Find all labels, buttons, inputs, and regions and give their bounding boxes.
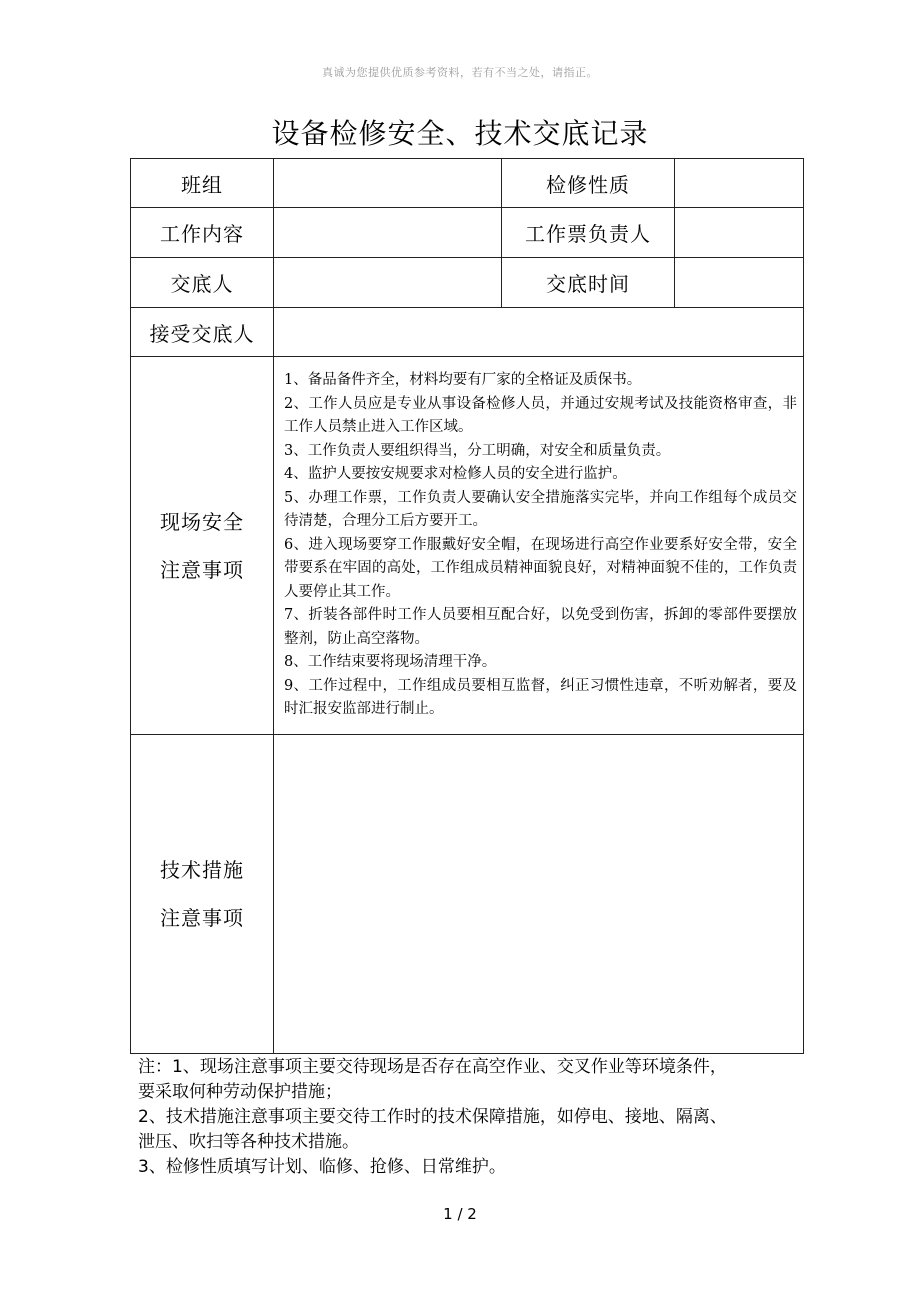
row-site-safety [131,357,804,735]
row-tech-measures [131,735,804,1054]
note-line: 3、检修性质填写计划、临修、抢修、日常维护。 [138,1157,506,1177]
row-team [131,159,804,208]
tech-measures-field[interactable] [274,735,804,1054]
content-label: 工作内容 [131,208,274,258]
ticket-owner-label: 工作票负责人 [502,208,675,258]
page-title: 设备检修安全、技术交底记录 [271,117,649,150]
row-receiver [131,308,804,357]
row-content [131,208,804,258]
site-safety-label-line2: 注意事项 [160,557,244,582]
briefer-field[interactable] [274,258,502,308]
page-number: 1 / 2 [443,1205,477,1223]
safety-item: 1、备品备件齐全，材料均要有厂家的全格证及质保书。 [284,372,642,389]
safety-item: 3、工作负责人要组织得当，分工明确，对安全和质量负责。 [284,442,671,459]
brief-time-label: 交底时间 [502,258,675,308]
header-note: 真诚为您提供优质参考资料，若有不当之处，请指正。 [322,66,598,79]
note-line: 注：1、现场注意事项主要交待现场是否存在高空作业、交叉作业等环境条件， [138,1057,727,1077]
team-label: 班组 [131,159,274,208]
row-briefer [131,258,804,308]
nature-field[interactable] [675,159,804,208]
brief-time-field[interactable] [675,258,804,308]
safety-item: 8、工作结束要将现场清理干净。 [284,654,497,671]
tech-measures-label-line2: 注意事项 [160,906,244,930]
safety-item: 4、监护人要按安规要求对检修人员的安全进行监护。 [284,466,627,483]
briefer-label: 交底人 [131,258,274,308]
safety-item: 5、办理工作票，工作负责人要确认安全措施落实完毕，并向工作组每个成员交待清楚，合理分工后方要开工。 [284,489,797,530]
ticket-owner-field[interactable] [675,208,804,258]
note-line: 泄压、吹扫等各种技术措施。 [138,1132,359,1152]
safety-item: 6、进入现场要穿工作服戴好安全帽，在现场进行高空作业要系好安全带，安全带要系在牢固的高处，工作组成员精神面貌良好，对精神面貌不佳的，工作负责人要停止其工作。 [284,536,797,600]
nature-label: 检修性质 [502,159,675,208]
safety-item: 7、折装各部件时工作人员要相互配合好，以免受到伤害，拆卸的零部件要摆放整剂，防止高空落物。 [284,607,797,647]
receiver-label: 接受交底人 [131,308,274,357]
content-field[interactable] [274,208,502,258]
notes [138,1055,788,1180]
receiver-field[interactable] [274,308,804,357]
site-safety-items [274,357,804,735]
tech-measures-label [131,735,274,1054]
site-safety-label-line1: 现场安全 [160,509,244,534]
safety-item: 2、工作人员应是专业从事设备检修人员，并通过安规考试及技能资格审查，非工作人员禁止进入工作区域。 [284,395,797,436]
safety-item: 9、工作过程中，工作组成员要相互监督，纠正习惯性违章，不听劝解者，要及时汇报安监部进行制止。 [284,677,797,718]
tech-measures-label-line1: 技术措施 [160,858,244,882]
record-table [130,158,804,1054]
team-field[interactable] [274,159,502,208]
site-safety-label [131,357,274,735]
note-line: 2、技术措施注意事项主要交待工作时的技术保障措施，如停电、接地、隔离、 [138,1107,727,1127]
note-line: 要采取何种劳动保护措施； [138,1082,342,1102]
